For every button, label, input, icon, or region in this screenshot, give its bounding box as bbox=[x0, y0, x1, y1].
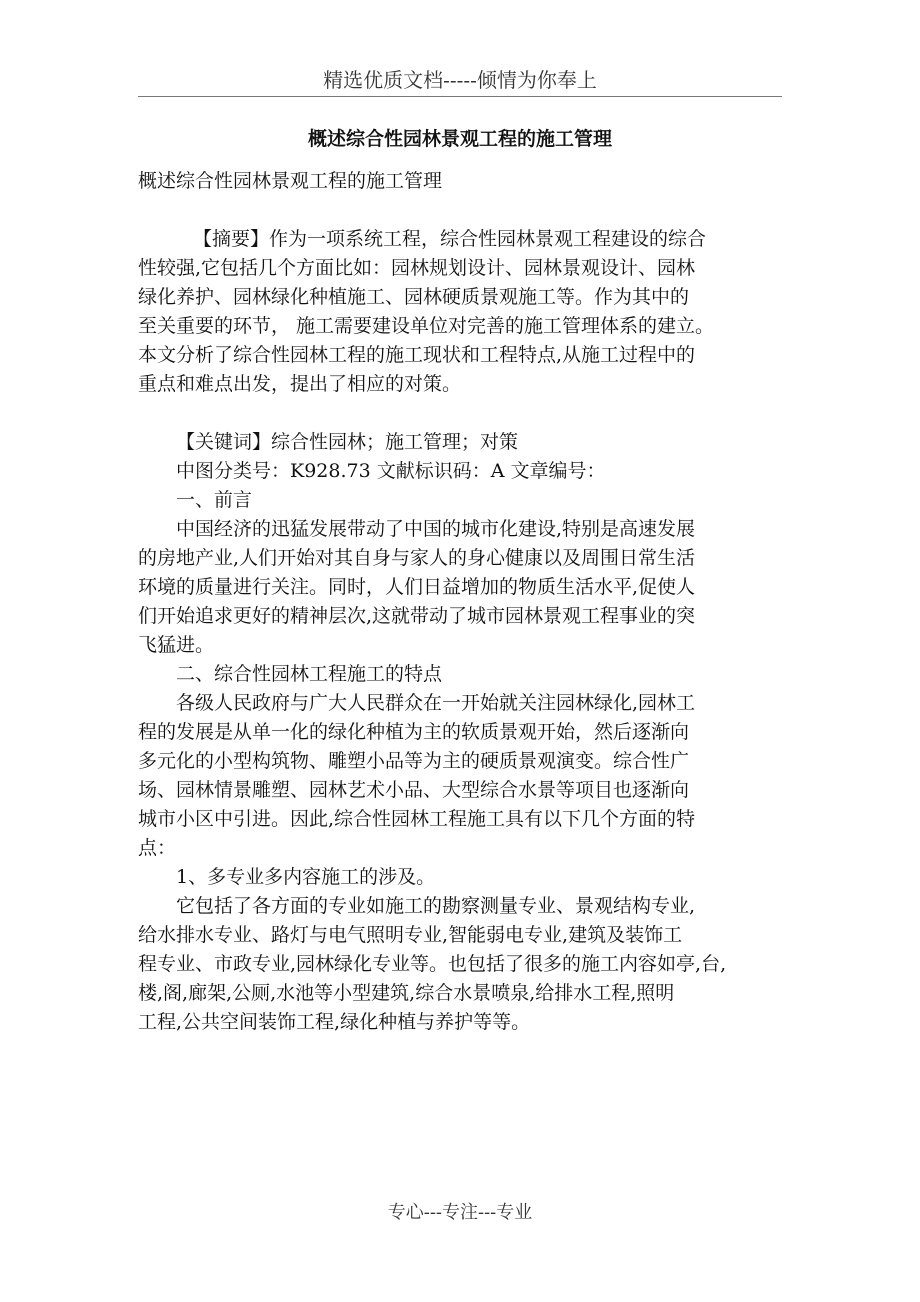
page-header: 精选优质文档-----倾情为你奉上 bbox=[323, 68, 597, 92]
paragraph-line: 环境的质量进行关注。同时，人们日益增加的物质生活水平,促使人 bbox=[138, 576, 696, 598]
document-body bbox=[138, 167, 788, 1037]
classification-line: 中图分类号：K928.73 文献标识码：A 文章编号： bbox=[176, 460, 606, 482]
paragraph-line: 各级人民政府与广大人民群众在一开始就关注园林绿化,园林工 bbox=[176, 692, 696, 714]
paragraph-line: 的房地产业,人们开始对其自身与家人的身心健康以及周围日常生活 bbox=[138, 547, 696, 569]
paragraph-line: 们开始追求更好的精神层次,这就带动了城市园林景观工程事业的突 bbox=[138, 605, 696, 627]
abstract-line: 【摘要】作为一项系统工程，综合性园林景观工程建设的综合 bbox=[193, 228, 707, 250]
page-footer: 专心---专注---专业 bbox=[387, 1202, 533, 1223]
spacer bbox=[138, 196, 788, 225]
subsection-paragraph bbox=[138, 892, 788, 1037]
paragraph-line: 多元化的小型构筑物、雕塑小品等为主的硬质景观演变。综合性广 bbox=[138, 750, 690, 772]
spacer bbox=[138, 399, 788, 428]
paragraph-line: 楼,阁,廊架,公厕,水池等小型建筑,综合水景喷泉,给排水工程,照明 bbox=[138, 982, 675, 1004]
subsection-heading: 1、多专业多内容施工的涉及。 bbox=[176, 866, 436, 888]
document-subtitle: 概述综合性园林景观工程的施工管理 bbox=[138, 170, 443, 192]
section-paragraph bbox=[138, 515, 788, 660]
section-heading: 二、综合性园林工程施工的特点 bbox=[176, 663, 443, 685]
paragraph-line: 中国经济的迅猛发展带动了中国的城市化建设,特别是高速发展 bbox=[176, 518, 696, 540]
abstract-line: 绿化养护、园林绿化种植施工、园林硬质景观施工等。作为其中的 bbox=[138, 286, 690, 308]
paragraph-line: 点： bbox=[138, 837, 177, 859]
section-paragraph bbox=[138, 689, 788, 863]
paragraph-line: 给水排水专业、路灯与电气照明专业,智能弱电专业,建筑及装饰工 bbox=[138, 924, 683, 946]
paragraph-line: 程的发展是从单一化的绿化种植为主的软质景观开始，然后逐渐向 bbox=[138, 721, 690, 743]
paragraph-line: 程专业、市政专业,园林绿化专业等。也包括了很多的施工内容如亭,台, bbox=[138, 953, 727, 975]
abstract-line: 至关重要的环节， 施工需要建设单位对完善的施工管理体系的建立。 bbox=[138, 315, 715, 337]
abstract-line: 重点和难点出发，提出了相应的对策。 bbox=[138, 373, 462, 395]
abstract-line: 本文分析了综合性园林工程的施工现状和工程特点,从施工过程中的 bbox=[138, 344, 696, 366]
abstract-line: 性较强,它包括几个方面比如：园林规划设计、园林景观设计、园林 bbox=[138, 257, 696, 279]
paragraph-line: 城市小区中引进。因此,综合性园林工程施工具有以下几个方面的特 bbox=[138, 808, 696, 830]
paragraph-line: 工程,公共空间装饰工程,绿化种植与养护等等。 bbox=[138, 1011, 531, 1033]
paragraph-line: 飞猛进。 bbox=[138, 634, 215, 656]
paragraph-line: 场、园林情景雕塑、园林艺术小品、大型综合水景等项目也逐渐向 bbox=[138, 779, 690, 801]
paragraph-line: 它包括了各方面的专业如施工的勘察测量专业、景观结构专业, bbox=[176, 895, 696, 917]
abstract-paragraph bbox=[138, 225, 788, 399]
document-title: 概述综合性园林景观工程的施工管理 bbox=[307, 128, 612, 150]
section-heading: 一、前言 bbox=[176, 489, 253, 511]
header-divider bbox=[138, 96, 782, 97]
keywords-line: 【关键词】综合性园林；施工管理；对策 bbox=[176, 431, 519, 453]
